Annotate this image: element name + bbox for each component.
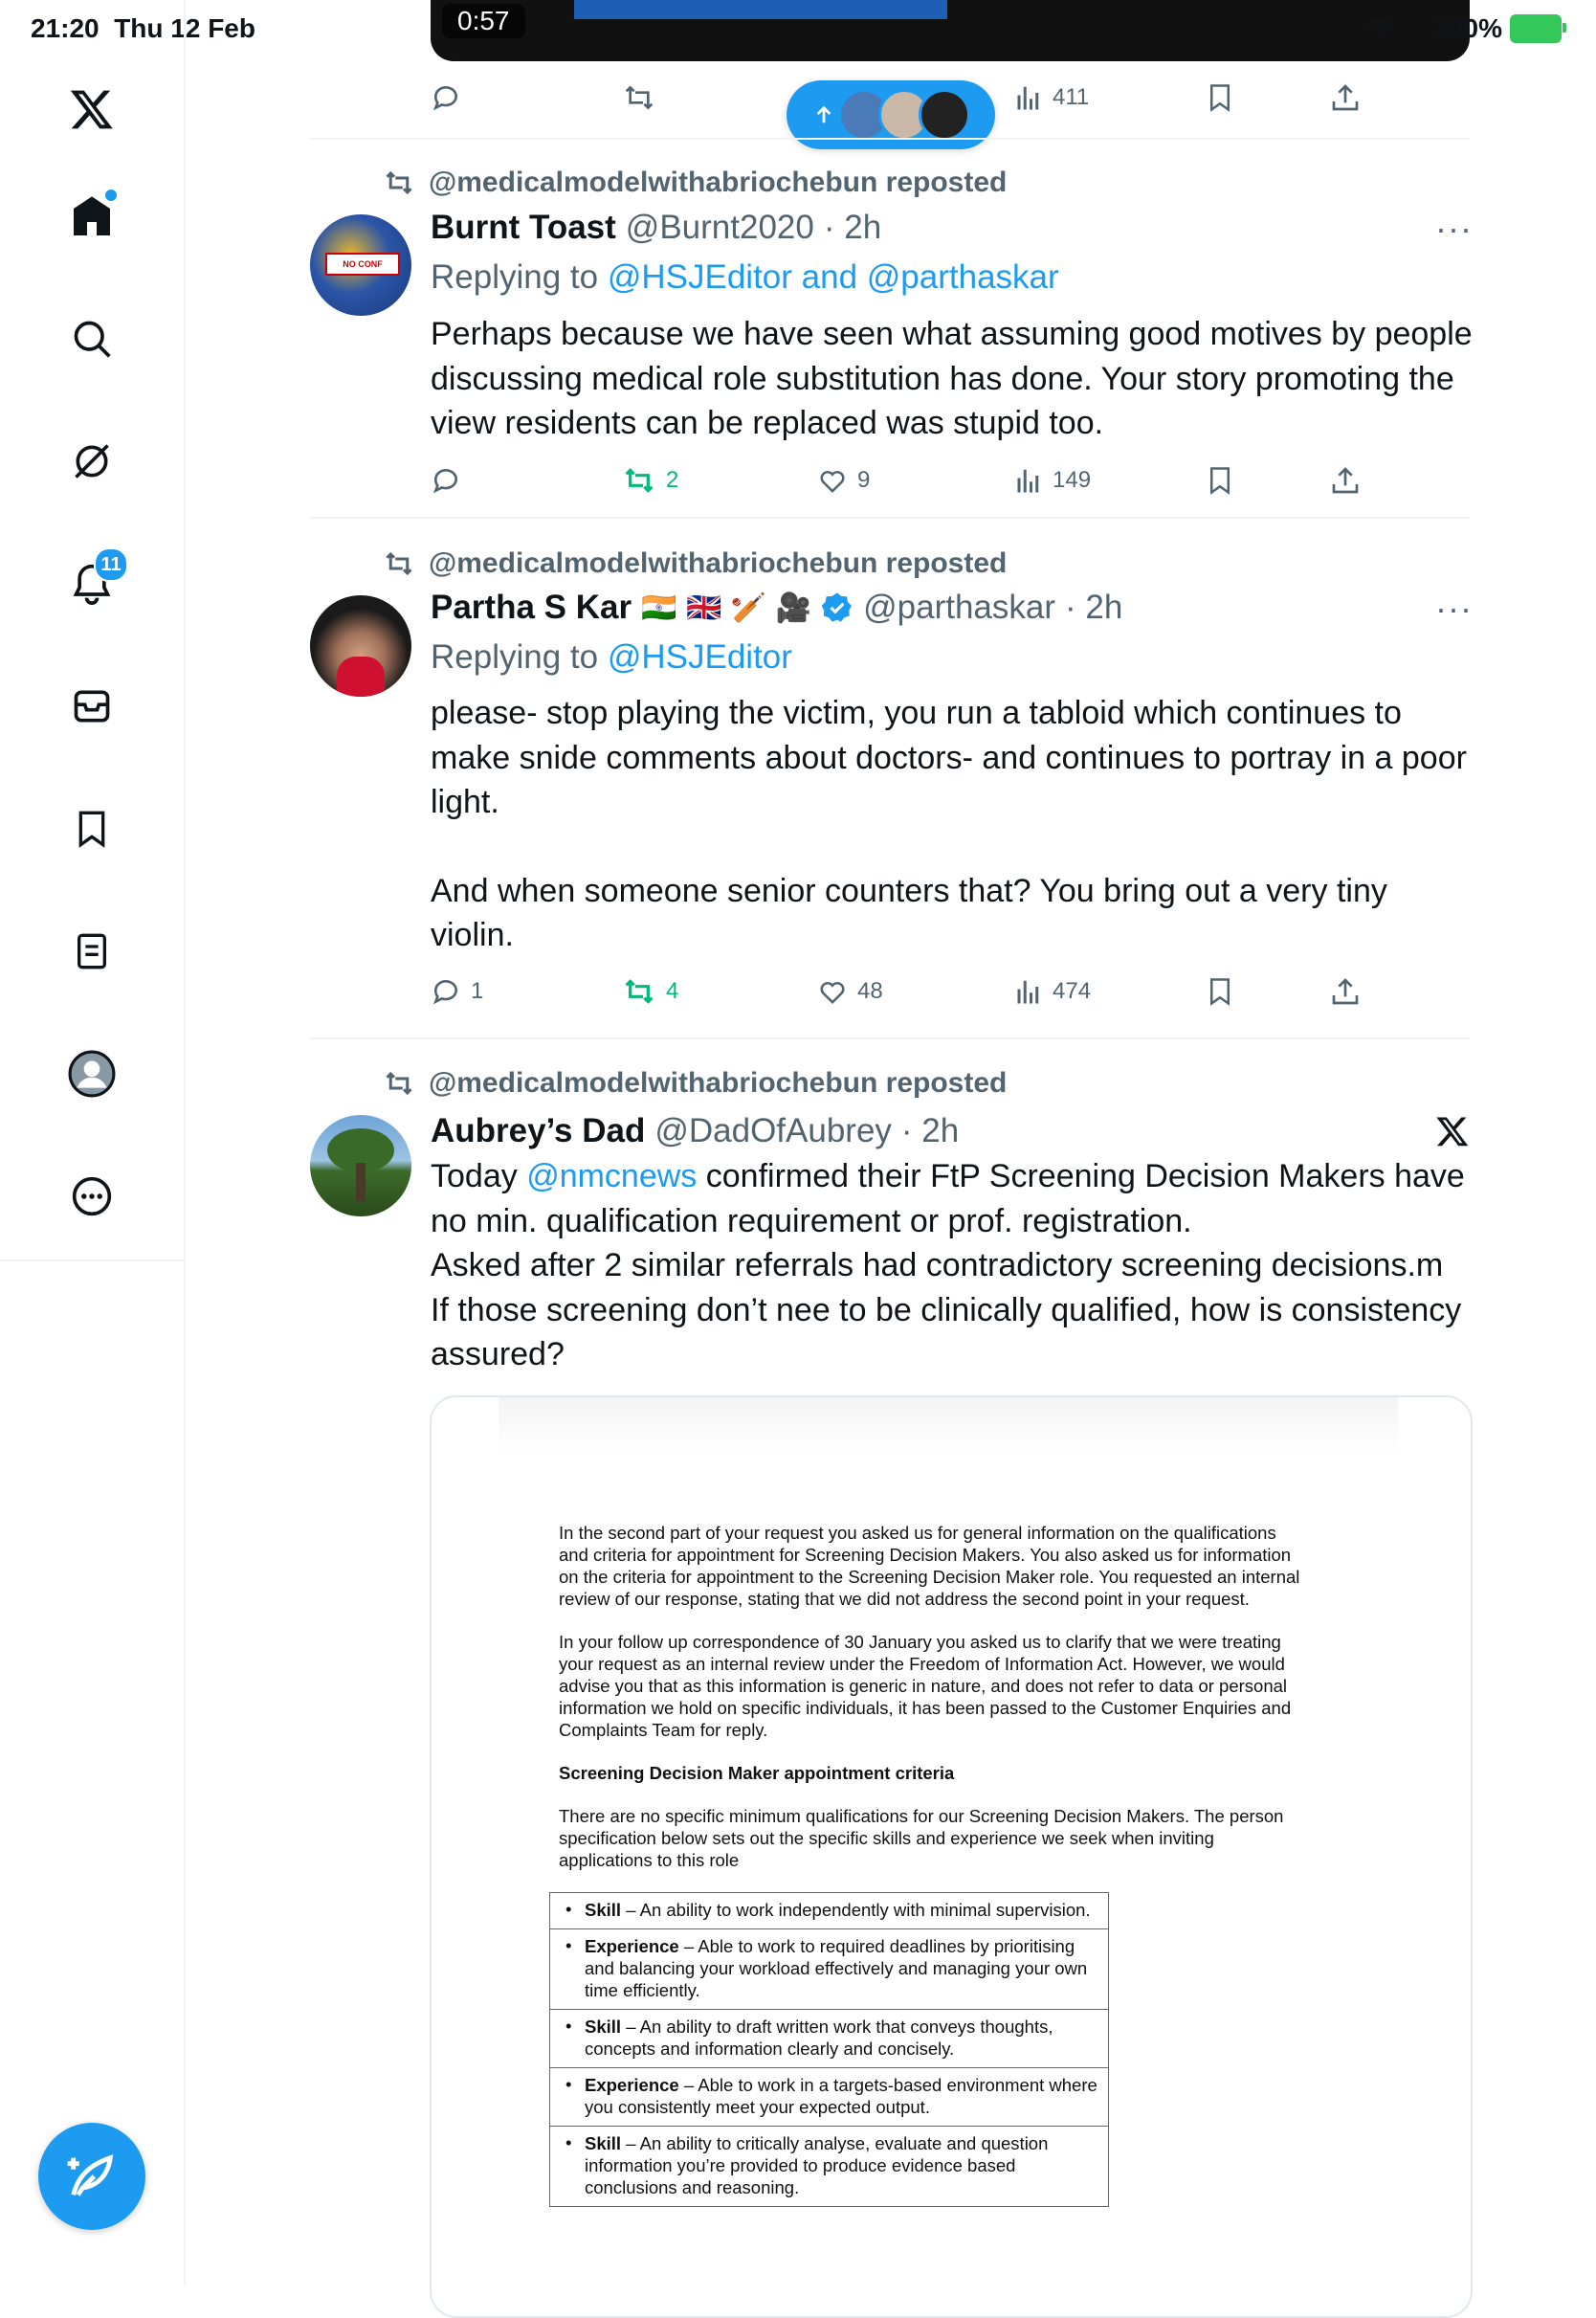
x-logo-icon[interactable] (1435, 1114, 1470, 1153)
views-icon (1014, 977, 1043, 1006)
repost-context[interactable]: @medicalmodelwithabriochebun reposted (383, 547, 1007, 580)
like-button[interactable] (817, 466, 870, 495)
document-content (559, 1522, 1305, 2207)
bookmark-icon (1206, 976, 1234, 1007)
repost-button[interactable] (622, 82, 656, 113)
repost-icon (383, 549, 415, 578)
tweet-header (431, 1112, 959, 1150)
display-name[interactable]: Burnt Toast (431, 209, 616, 246)
video-player[interactable] (431, 0, 1470, 61)
messages-icon[interactable] (63, 678, 121, 735)
mention-link[interactable]: @HSJEditor (607, 258, 792, 296)
criteria-table (549, 1892, 1109, 2207)
like-count: 48 (857, 978, 883, 1004)
repost-icon (622, 976, 656, 1007)
timestamp[interactable]: · 2h (1065, 589, 1123, 626)
tweet-text: Perhaps because we have seen what assuming good motives by people discussing medical role substitution has done. Your story promoting the view residents can be replaced was stupid too. (431, 316, 1473, 441)
notifications-badge: 11 (94, 547, 128, 582)
handle[interactable]: @Burnt2020 (625, 209, 814, 246)
repost-icon (383, 168, 415, 197)
battery-icon (1510, 14, 1562, 43)
doc-paragraph: There are no specific minimum qualifications for our Screening Decision Makers. The person specification below sets out the specific skills and experience we seek when inviting applications to this role (559, 1806, 1284, 1870)
x-logo-icon[interactable] (63, 80, 121, 138)
tweet-actions (431, 972, 1387, 1011)
share-button[interactable] (1330, 976, 1361, 1007)
table-row: • Experience – Able to work in a targets-based environment where you consistently meet your expected output. (550, 2068, 1109, 2127)
tweet-media-image[interactable] (430, 1395, 1473, 2318)
reply-icon (431, 976, 461, 1007)
repost-count: 2 (666, 467, 679, 493)
bookmark-button[interactable] (1206, 465, 1234, 496)
reply-button[interactable] (431, 976, 483, 1007)
views-button[interactable] (1014, 466, 1091, 495)
bookmark-button[interactable] (1206, 82, 1234, 113)
table-row: • Experience – Able to work to required deadlines by prioritising and balancing your workload effectively and managing your own time efficiently. (550, 1929, 1109, 2010)
grok-icon[interactable] (63, 433, 121, 490)
repost-icon (622, 82, 656, 113)
view-count: 149 (1053, 467, 1092, 493)
handle[interactable]: @parthaskar (863, 589, 1056, 626)
views-button[interactable]: 411 (1014, 83, 1089, 112)
doc-paragraph: In the second part of your request you asked us for general information on the qualifications and criteria for appointment for Screening Decision Makers. You also asked us for information on the criteria for appointment to the Screening Decision Maker role. You requested an internal review of our response, stating that we did not address the second point in your request. (559, 1523, 1300, 1609)
video-duration: 0:57 (442, 4, 525, 38)
doc-paragraph: In your follow up correspondence of 30 January you asked us to clarify that we were treating your request as an internal review under the Freedom of Information Act. However, we would advise you that as this information is generic in nature, and does not refer to data or personal information we hold on specific individuals, it has been passed to the Customer Enquiries and Complaints Team for reply. (559, 1632, 1292, 1740)
more-options-icon[interactable]: ··· (1435, 209, 1473, 248)
compose-button[interactable] (38, 2123, 145, 2230)
heart-icon (817, 977, 848, 1006)
name-emojis: 🇮🇳 🇬🇧 🏏 🎥 (641, 591, 812, 625)
tweet-text: please- stop playing the victim, you run a tabloid which continues to make snide comments about doctors- and continues to portray in a poor light. And when someone senior counters that? You bring out a very tiny violin. (431, 695, 1467, 953)
notifications-icon[interactable] (63, 555, 121, 613)
reply-icon (431, 465, 461, 496)
replying-to: Replying to @HSJEditor and @parthaskar (431, 258, 1059, 296)
tweet-actions (431, 461, 1387, 500)
reply-count: 1 (471, 978, 484, 1004)
views-button[interactable] (1014, 977, 1091, 1006)
share-button[interactable] (1330, 82, 1361, 113)
share-button[interactable] (1330, 465, 1361, 496)
lists-icon[interactable] (63, 923, 121, 980)
profile-icon[interactable] (63, 1045, 121, 1103)
like-count: 9 (857, 467, 871, 493)
verified-badge-icon (821, 591, 853, 624)
timestamp[interactable]: · 2h (823, 209, 882, 246)
replying-to: Replying to @HSJEditor (431, 638, 792, 676)
table-row: • Skill – An ability to critically analyse, evaluate and question information you’re provided to produce evidence based conclusions and reasoning. (550, 2127, 1109, 2207)
mention-link[interactable]: @parthaskar (866, 258, 1059, 296)
tweet-header (431, 209, 881, 247)
table-row: • Skill – An ability to draft written work that conveys thoughts, concepts and information clearly and concisely. (550, 2010, 1109, 2068)
focus-icon: ☺ (1402, 15, 1427, 41)
share-icon (1330, 976, 1361, 1007)
reply-button[interactable] (431, 82, 461, 113)
avatar[interactable]: NO CONF (310, 214, 411, 316)
search-icon[interactable] (63, 310, 121, 368)
more-options-icon[interactable]: ··· (1435, 589, 1473, 628)
views-icon (1014, 466, 1043, 495)
doc-heading: Screening Decision Maker appointment criteria (559, 1763, 955, 1783)
status-indicators: ☺ 100% (1366, 13, 1562, 44)
display-name[interactable]: Partha S Kar (431, 589, 632, 626)
bookmark-icon (1206, 465, 1234, 496)
repost-button[interactable] (622, 976, 678, 1007)
avatar[interactable] (310, 1115, 411, 1216)
views-icon (1014, 83, 1043, 112)
mention-link[interactable]: @HSJEditor (607, 638, 792, 676)
wifi-icon (1366, 17, 1395, 40)
status-time: 21:20 Thu 12 Feb (31, 13, 255, 43)
home-icon[interactable] (63, 188, 121, 245)
arrow-up-icon (813, 103, 834, 126)
repost-count: 4 (666, 978, 679, 1004)
bookmark-button[interactable] (1206, 976, 1234, 1007)
repost-icon (383, 1069, 415, 1098)
repost-icon (622, 465, 656, 496)
view-count: 474 (1053, 978, 1092, 1004)
like-button[interactable] (817, 977, 883, 1006)
handle[interactable]: @DadOfAubrey (654, 1112, 892, 1149)
repost-button[interactable] (622, 465, 678, 496)
share-icon (1330, 82, 1361, 113)
table-row: • Skill – An ability to work independently with minimal supervision. (550, 1893, 1109, 1929)
bookmark-icon (1206, 82, 1234, 113)
heart-icon (817, 466, 848, 495)
share-icon (1330, 465, 1361, 496)
display-name[interactable]: Aubrey’s Dad (431, 1112, 646, 1149)
timestamp[interactable]: · 2h (900, 1112, 960, 1149)
repost-context[interactable]: @medicalmodelwithabriochebun reposted (383, 1067, 1007, 1100)
more-icon[interactable] (63, 1168, 121, 1225)
repost-context[interactable]: @medicalmodelwithabriochebun reposted (383, 167, 1007, 199)
mention-link[interactable]: @nmcnews (526, 1158, 698, 1194)
tweet-text: Today @nmcnews confirmed their FtP Screening Decision Makers have no min. qualification requirement or prof. registration. Asked after 2 similar referrals had contradictory screening decisions.m If those screening don’t nee to be clinically qualified, how is consistency assured? (431, 1158, 1465, 1372)
tweet-header (431, 589, 1122, 627)
reply-icon (431, 82, 461, 113)
compose-icon (64, 2149, 120, 2204)
bookmarks-icon[interactable] (63, 800, 121, 858)
avatar[interactable] (310, 595, 411, 697)
pill-avatar (919, 89, 970, 141)
reply-button[interactable] (431, 465, 461, 496)
